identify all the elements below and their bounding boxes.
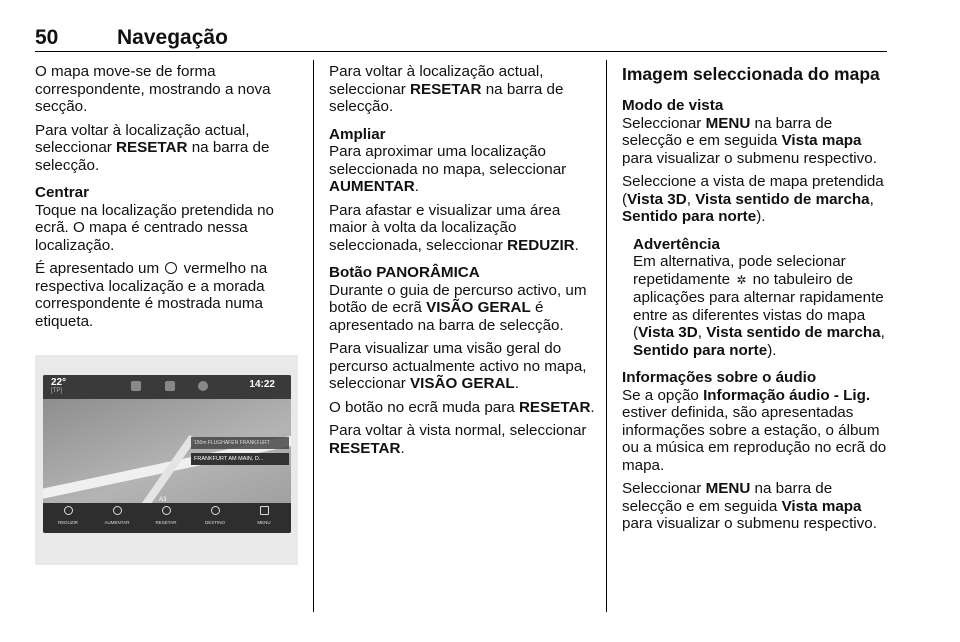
paragraph [622, 480, 890, 533]
map-label: 150m FLUGHAFEN FRANKFURT [191, 437, 289, 449]
menu-button [241, 506, 287, 525]
search-icon [211, 506, 220, 515]
text: . [590, 398, 595, 416]
text: Para afastar e visualizar uma área maior à volta da localização seleccionada, seleccionar [329, 201, 561, 254]
text: é apresentado na barra de selecção. [329, 299, 564, 334]
paragraph [329, 399, 599, 417]
column-divider-1 [313, 60, 314, 612]
text: . [400, 439, 405, 457]
text: Para aproximar uma localização seleccionada no mapa, seleccionar [329, 143, 567, 178]
paragraph [622, 173, 890, 226]
text: Para voltar à localização actual, seleccionar [329, 63, 544, 98]
note-advertencia [622, 236, 890, 360]
subheading: Ampliar [329, 125, 386, 143]
crosshair-icon [162, 506, 171, 515]
text: Seleccionar [622, 114, 706, 132]
keyword: VISÃO GERAL [426, 299, 531, 316]
keyword: REDUZIR [507, 236, 575, 254]
keyword: RESETAR [116, 139, 188, 156]
text: estiver definida, são apresentadas informações sobre a estação, o álbum ou a música em reprodução no ecrã do mapa. [622, 404, 887, 474]
text: . [514, 375, 519, 392]
text: Para voltar à localização actual, seleccionar [35, 121, 250, 156]
text: , [697, 324, 707, 341]
keyword: Informação áudio - Lig. [703, 386, 871, 404]
section-centrar [35, 184, 300, 254]
text: ). [756, 208, 766, 225]
text: vermelho na respectiva localização e a morada correspondente é mostrada numa etiqueta. [35, 260, 268, 330]
paragraph [329, 63, 599, 116]
text: Em alternativa, pode selecionar repetidamente [633, 253, 846, 288]
infotainment-screen [43, 375, 291, 533]
keyword: VISÃO GERAL [410, 375, 515, 392]
keyword: Vista sentido de marcha [695, 190, 870, 208]
text: Para visualizar uma visão geral do percurso actualmente activo no mapa, seleccionar [329, 340, 587, 392]
text: na barra de selecção e em seguida [622, 114, 833, 149]
text: . [574, 236, 579, 254]
map-screenshot-figure [35, 355, 298, 565]
column-2 [329, 63, 599, 463]
map-view [43, 399, 291, 503]
section-title: Imagem seleccionada do mapa [622, 64, 880, 84]
road-label: A3 [159, 497, 167, 503]
subheading: Informações sobre o áudio [622, 369, 817, 386]
text: para visualizar o submenu respectivo. [622, 149, 877, 167]
text: , [869, 190, 874, 208]
button-label: AUMENTAR [104, 520, 130, 525]
zoom-in-icon [113, 506, 122, 515]
keyword: AUMENTAR [329, 178, 415, 195]
navigation-app-icon: ✲ [736, 272, 747, 287]
music-icon [131, 381, 141, 391]
paragraph: O mapa move-se de forma correspondente, mostrando a nova secção. [35, 63, 271, 115]
page-header [35, 26, 887, 52]
status-bar [43, 375, 291, 399]
keyword: RESETAR [410, 80, 482, 98]
text: , [880, 324, 885, 341]
column-1 [35, 63, 300, 336]
text: Toque na localização pretendida no ecrã. O mapa é centrado nessa localização. [35, 201, 274, 254]
keyword: MENU [705, 480, 751, 497]
text: Para voltar à vista normal, seleccionar [329, 422, 587, 439]
paragraph [35, 122, 300, 175]
column-3 [622, 63, 890, 539]
destino-button [192, 506, 238, 525]
text: na barra de selecção e em seguida [622, 480, 833, 515]
selection-bar [43, 503, 291, 533]
keyword: Vista 3D [638, 324, 698, 341]
circle-marker-icon [165, 262, 177, 274]
tp-indicator: [TP] [51, 388, 63, 394]
paragraph [329, 422, 599, 457]
text: É apresentado um [35, 260, 164, 277]
section-modo-de-vista [622, 97, 890, 167]
section-ampliar [329, 126, 599, 196]
keyword: Vista sentido de marcha [706, 324, 881, 341]
subheading: Botão PANORÂMICA [329, 264, 480, 281]
text: , [686, 190, 696, 208]
text: Seleccione a vista de mapa pretendida ( [622, 173, 884, 208]
chapter-title: Navegação [117, 26, 228, 49]
phone-icon [165, 381, 175, 391]
navigation-icon [198, 381, 208, 391]
column-divider-2 [606, 60, 607, 612]
section-panoramica [329, 264, 599, 334]
page-number: 50 [35, 26, 59, 49]
text: . [414, 178, 420, 195]
text: para visualizar o submenu respectivo. [622, 515, 877, 532]
subheading: Modo de vista [622, 97, 724, 114]
subheading: Advertência [633, 235, 720, 253]
text: no tabuleiro de aplicações para alternar rapidamente entre as diferentes vistas do mapa ( [633, 270, 884, 341]
keyword: MENU [705, 114, 751, 132]
button-label: RESETAR [155, 520, 177, 525]
temperature: 22° [51, 377, 67, 388]
text: Durante o guia de percurso activo, um botão de ecrã [329, 281, 587, 316]
keyword: RESETAR [518, 398, 591, 416]
keyword: Vista mapa [781, 497, 862, 515]
text: Seleccionar [622, 480, 706, 497]
section-audio [622, 369, 890, 474]
subheading: Centrar [35, 184, 90, 201]
aumentar-button [94, 506, 140, 525]
menu-icon [260, 506, 269, 515]
paragraph [329, 340, 599, 393]
text: Se a opção [622, 386, 704, 404]
keyword: Sentido para norte [622, 208, 757, 225]
keyword: Vista 3D [627, 190, 687, 208]
zoom-out-icon [64, 506, 73, 515]
button-label: DESTINO [204, 520, 225, 525]
reduzir-button [45, 506, 91, 525]
paragraph [329, 202, 599, 255]
map-label: FRANKFURT AM MAIN, D... [191, 453, 289, 465]
resetar-button [143, 506, 189, 525]
text: na barra de selecção. [329, 80, 564, 115]
text: na barra de selecção. [35, 139, 270, 174]
button-label: MENU [257, 520, 271, 525]
paragraph [35, 260, 300, 330]
text: ). [767, 341, 777, 359]
text: O botão no ecrã muda para [329, 398, 519, 416]
clock: 14:22 [249, 379, 275, 390]
header-divider [35, 51, 887, 52]
button-label: REDUZIR [58, 520, 78, 525]
keyword: Sentido para norte [633, 341, 768, 359]
keyword: Vista mapa [781, 132, 862, 149]
keyword: RESETAR [329, 439, 401, 457]
